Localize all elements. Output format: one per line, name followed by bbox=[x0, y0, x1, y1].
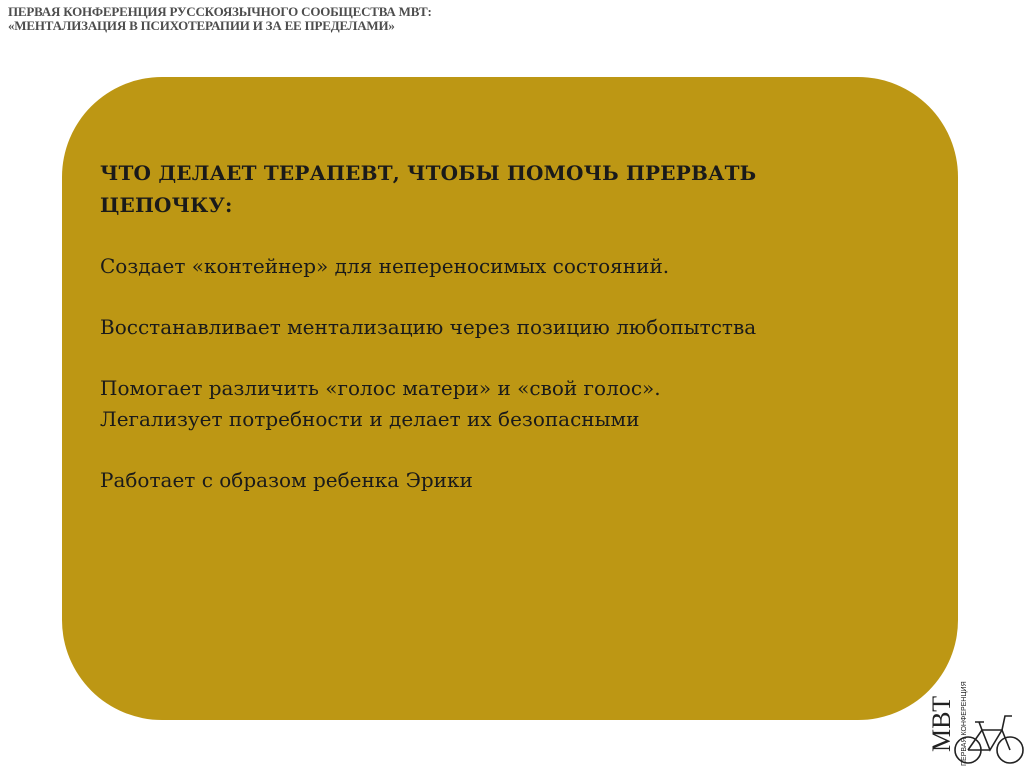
bicycle-icon bbox=[927, 681, 1024, 767]
item-voice-line-1: Помогает различить «голос матери» и «свой голос». bbox=[100, 376, 661, 400]
item-container: Создает «контейнер» для непереносимых состояний. bbox=[100, 254, 670, 278]
mbt-logo bbox=[927, 681, 1024, 767]
header-line-2: «МЕНТАЛИЗАЦИЯ В ПСИХОТЕРАПИИ И ЗА ЕЕ ПРЕДЕЛАМИ» bbox=[8, 18, 395, 33]
item-child-image: Работает с образом ребенка Эрики bbox=[100, 468, 473, 492]
card-content bbox=[100, 157, 900, 496]
logo-subtitle: ПЕРВАЯ КОНФЕРЕНЦИЯ bbox=[961, 681, 968, 766]
header-line-1: ПЕРВАЯ КОНФЕРЕНЦИЯ РУССКОЯЗЫЧНОГО СООБЩЕСТВА МВТ: bbox=[8, 4, 432, 19]
conference-header bbox=[8, 5, 432, 33]
card-heading-line-2: ЦЕПОЧКУ: bbox=[100, 193, 233, 217]
item-voice-line-2: Легализует потребности и делает их безопасными bbox=[100, 407, 640, 431]
logo-text: МВТ bbox=[927, 696, 956, 752]
item-mentalization: Восстанавливает ментализацию через позицию любопытства bbox=[100, 315, 757, 339]
card-heading bbox=[100, 157, 900, 221]
card-heading-line-1: ЧТО ДЕЛАЕТ ТЕРАПЕВТ, ЧТОБЫ ПОМОЧЬ ПРЕРВАТЬ bbox=[100, 161, 757, 185]
